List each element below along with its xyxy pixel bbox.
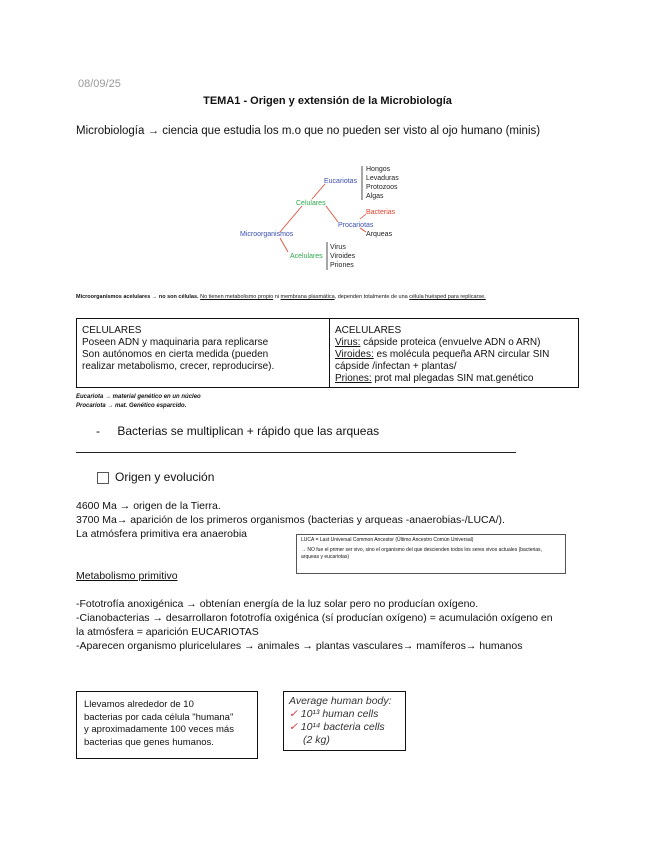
acel-item: Viroides [330, 253, 356, 260]
acel-item: Virus [330, 244, 346, 251]
node-celulares: Celulares [296, 200, 326, 207]
node-eucariotas: Eucariotas [324, 178, 358, 185]
node-arqueas: Arqueas [366, 231, 393, 238]
node-procariotas: Procariotas [338, 222, 374, 229]
arrow-celulares-procariotas [326, 206, 338, 222]
acelulares-cell: ACELULARES Virus: cápside proteica (envuelve ADN o ARN) Viroides: es molécula pequeña ARN circular SIN cápside /infectan + plantas/ Priones: prot mal plegadas SIN mat.genético [330, 319, 579, 388]
metabolismo-title: Metabolismo primitivo [76, 570, 178, 582]
comparison-table [76, 318, 579, 388]
luca-box: LUCA = Last Universal Common Ancestor (Último Ancestro Común Universal) → NO fue el primer ser vivo, sino el organismo del que descienden todos los seres vivos actuales (bacterias, arqueas y eucariotas) [296, 534, 566, 574]
node-bacterias: Bacterias [366, 209, 396, 216]
bacteria-fact-box: Llevamos alrededor de 10 bacterias por cada célula "humana" y aproximadamente 100 veces más bacterias que genes humanos. [76, 691, 258, 759]
small-notes: Eucariota → material genético en un núcleo Procariota → mat. Genético esparcido. [76, 394, 201, 409]
celulares-cell: CELULARES Poseen ADN y maquinaria para replicarse Son autónomos en cierta medida (pueden realizar metabolismo, crecer, reproducirse). [77, 319, 330, 388]
acel-item: Priones [330, 262, 354, 269]
node-acelulares: Acelulares [290, 253, 323, 260]
metabolismo-list: -Fototrofía anoxigénica → obtenían energía de la luz solar pero no producían oxígeno. -Cianobacterias → desarrollaron fototrofía oxigénica (sí producían oxígeno) = acumulación oxígeno en la atmósfera = aparición EUCARIOTAS -Aparecen organismo pluricelulares → animales → plantas vasculares→ mamíferos→ humanos [76, 598, 553, 652]
euk-item: Protozoos [366, 184, 398, 191]
arrow-celulares-eucariotas [312, 184, 325, 199]
checkbox[interactable] [97, 472, 109, 484]
euk-item: Levaduras [366, 175, 399, 182]
date: 08/09/25 [78, 78, 121, 90]
arrow-root-celulares [280, 206, 302, 232]
acelulares-note: Microorganismos acelulares → no son células. No tienen metabolismo propio ni membrana plasmática, dependen totalmente de una célula huésped para replicarse. [76, 294, 486, 300]
check-icon: ✓ [289, 708, 298, 720]
node-root: Microorganismos [240, 231, 294, 238]
definition: Microbiología → ciencia que estudia los m.o que no pueden ser visto al ojo humano (minis) [76, 125, 541, 137]
section-title: Origen y evolución [115, 470, 215, 484]
timeline: 4600 Ma → origen de la Tierra. 3700 Ma→ aparición de los primeros organismos (bacterias y arqueas -anaerobias-/LUCA/). La atmósfera primitiva era anaerobia [76, 500, 505, 540]
check-icon: ✓ [289, 721, 298, 733]
arrow-root-acelulares [280, 238, 288, 252]
page-title: TEMA1 - Origen y extensión de la Microbiología [203, 95, 452, 107]
euk-item: Algas [366, 193, 384, 200]
divider [76, 452, 516, 453]
classification-diagram [230, 152, 415, 274]
human-body-box: Average human body: ✓ 10¹³ human cells ✓ 10¹⁴ bacteria cells (2 kg) [283, 691, 406, 751]
euk-item: Hongos [366, 166, 391, 173]
bullet-item: - Bacterias se multiplican + rápido que las arqueas [96, 424, 380, 438]
